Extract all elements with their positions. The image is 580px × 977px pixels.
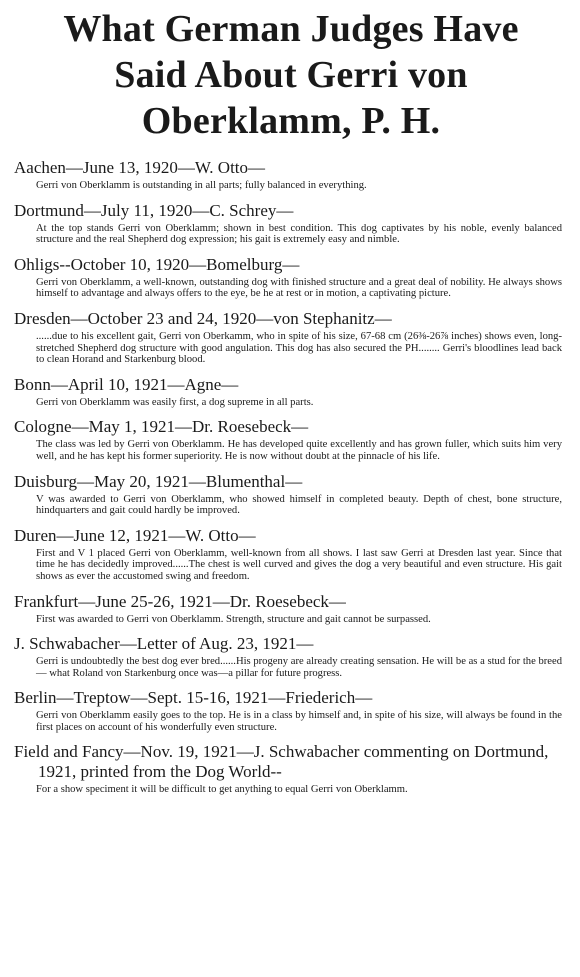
entry-heading: Duren—June 12, 1921—W. Otto— bbox=[14, 525, 256, 545]
entry-berlin-treptow bbox=[14, 688, 568, 733]
title-line-3: Oberklamm, P. H. bbox=[141, 100, 441, 142]
entry-text: First was awarded to Gerri von Oberklamm. Strength, structure and gait cannot be surpassed. bbox=[36, 613, 431, 625]
entry-cologne bbox=[14, 417, 568, 462]
entry-frankfurt bbox=[14, 592, 568, 626]
entry-ohligs bbox=[14, 255, 568, 300]
entry-duisburg bbox=[14, 472, 568, 517]
page-title bbox=[14, 6, 568, 144]
entry-heading: Ohligs--October 10, 1920—Bomelburg— bbox=[14, 254, 300, 274]
entry-field-and-fancy bbox=[14, 742, 568, 796]
entry-dortmund bbox=[14, 201, 568, 246]
entry-schwabacher-letter bbox=[14, 634, 568, 679]
entry-heading: Field and Fancy—Nov. 19, 1921—J. Schwabacher commenting on Dortmund, 1921, printed from the Dog World-- bbox=[14, 742, 549, 782]
entry-text: Gerri von Oberklamm, a well-known, outstanding dog with finished structure and a great deal of nobility. He always shows himself to advantage and always offers to the eye, be he at rest or in motion, a captivating picture. bbox=[36, 276, 562, 300]
entry-aachen bbox=[14, 158, 568, 192]
entry-text: Gerri von Oberklamm is outstanding in all parts; fully balanced in everything. bbox=[36, 180, 367, 191]
title-line-1: What German Judges Have bbox=[63, 8, 519, 50]
entry-heading: Dresden—October 23 and 24, 1920—von Stephanitz— bbox=[14, 308, 392, 328]
title-line-2: Said About Gerri von bbox=[114, 54, 468, 96]
entry-heading: Aachen—June 13, 1920—W. Otto— bbox=[14, 158, 266, 177]
entry-text: For a show speciment it will be difficult to get anything to equal Gerri von Oberklamm. bbox=[36, 784, 408, 796]
entry-heading: Berlin—Treptow—Sept. 15-16, 1921—Friederich— bbox=[14, 688, 373, 708]
entry-text: Gerri von Oberklamm was easily first, a dog supreme in all parts. bbox=[36, 396, 314, 408]
entry-heading: Cologne—May 1, 1921—Dr. Roesebeck— bbox=[14, 417, 309, 437]
entry-heading: Bonn—April 10, 1921—Agne— bbox=[14, 374, 239, 394]
entry-bonn bbox=[14, 375, 568, 409]
entry-heading: J. Schwabacher—Letter of Aug. 23, 1921— bbox=[14, 634, 314, 654]
entry-heading: Dortmund—July 11, 1920—C. Schrey— bbox=[14, 200, 294, 220]
entry-dresden bbox=[14, 309, 568, 366]
entry-text: ......due to his excellent gait, Gerri von Oberkamm, who in spite of his size, 67-68 cm (26⅜-26⅞ inches) shows even, long-stretched Shepherd dog structure with good angulation. This dog has also secured the PH........ Gerri's bloodlines lead back to clean Horand and Starkenburg blood. bbox=[36, 330, 562, 366]
entry-text: Gerri von Oberklamm easily goes to the top. He is in a class by himself and, in spite of his size, will always be found in the first places on account of his wonderfully even structure. bbox=[36, 710, 562, 733]
entry-text: First and V 1 placed Gerri von Oberklamm, well-known from all shows. I last saw Gerri at Dresden last year. Since that time he has decidedly improved......The chest is well curved and gives the dog a very beautiful and even structure. His gait shows as ever the accustomed swing and freedom. bbox=[36, 547, 562, 582]
entry-text: The class was led by Gerri von Oberklamm. He has developed quite excellently and has grown fuller, which suits him very well, and he has kept his former superiority. He is now without doubt at the pinnacle of his life. bbox=[36, 439, 562, 462]
entry-heading: Frankfurt—June 25-26, 1921—Dr. Roesebeck— bbox=[14, 591, 346, 611]
entry-text: At the top stands Gerri von Oberklamm; shown in best condition. This dog captivates by his noble, evenly balanced structure and the real Shepherd dog expression; his gait is extremely easy and nimble. bbox=[36, 222, 562, 246]
entry-text: V was awarded to Gerri von Oberklamm, who showed himself in completed beauty. Depth of chest, bone structure, hindquarters and gait could hardly be improved. bbox=[36, 493, 562, 517]
entry-duren bbox=[14, 526, 568, 583]
entry-heading: Duisburg—May 20, 1921—Blumenthal— bbox=[14, 471, 303, 491]
entry-text: Gerri is undoubtedly the best dog ever bred......His progeny are already creating sensation. He will be as a stud for the breed— what Roland von Starkenburg once was—a pillar for future progress. bbox=[36, 656, 562, 679]
